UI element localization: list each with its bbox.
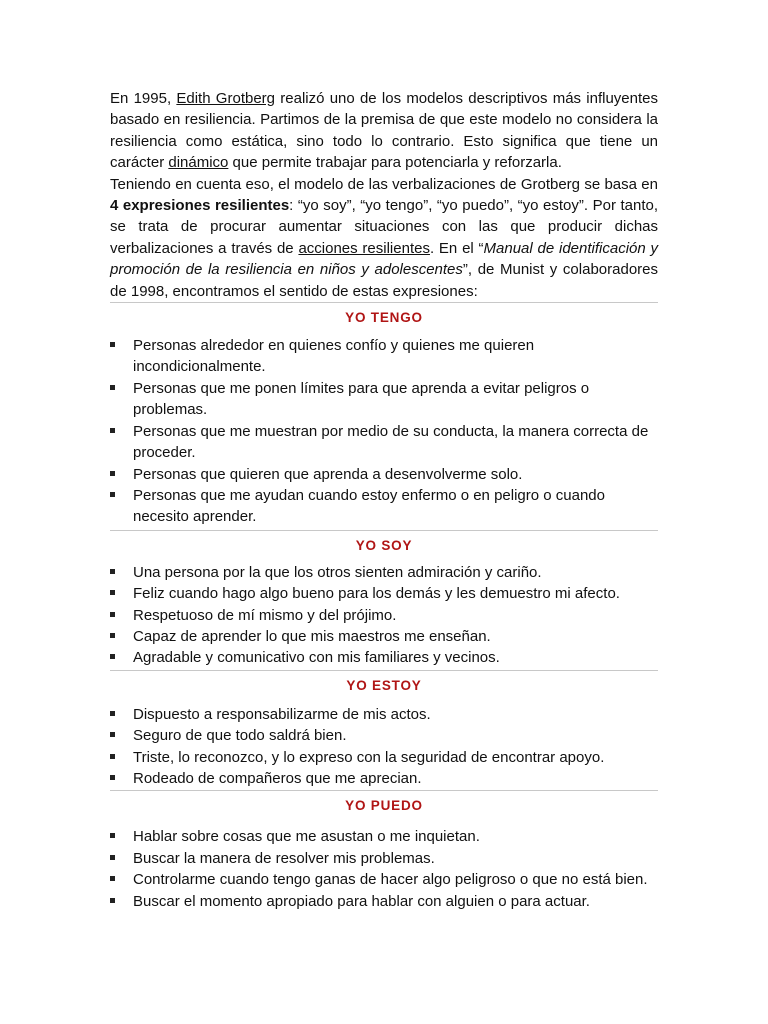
bullet-list (110, 331, 658, 530)
bullet-icon (110, 898, 115, 903)
section-yo-puedo (110, 790, 658, 912)
bullet-icon (110, 342, 115, 347)
bullet-list (110, 699, 658, 791)
list-item: Hablar sobre cosas que me asustan o me inquietan. (110, 826, 658, 847)
manual-title: Manual de identificación y promoción de la resiliencia en niños y adolescentes (110, 239, 659, 279)
bullet-icon (110, 569, 115, 574)
bullet-icon (110, 732, 115, 737)
section-title: YO SOY (355, 537, 413, 553)
list-item: Seguro de que todo saldrá bien. (110, 725, 658, 746)
list-item: Agradable y comunicativo con mis familiares y vecinos. (110, 647, 658, 668)
bullet-icon (110, 428, 115, 433)
bullet-icon (110, 471, 115, 476)
bullet-icon (110, 590, 115, 595)
section-yo-estoy (110, 670, 658, 791)
list-item: Capaz de aprender lo que mis maestros me enseñan. (110, 626, 658, 647)
bullet-icon (110, 492, 115, 497)
bullet-icon (110, 612, 115, 617)
bullet-icon (110, 633, 115, 638)
p1-text-b: realizó uno de los modelos descriptivos más influyentes basado en resiliencia. Partimos de la premisa de que este modelo no considera la resiliencia como estática, sino todo lo contrario. Esto significa que tiene un carácter (110, 90, 658, 172)
p2-text-c: . En el “ (429, 239, 484, 257)
intro-text (110, 88, 658, 302)
section-yo-soy (110, 530, 658, 670)
list-item: Controlarme cuando tengo ganas de hacer algo peligroso o que no está bien. (110, 869, 658, 890)
list-item: Personas alrededor en quienes confío y quienes me quieren incondicionalmente. (110, 335, 658, 378)
intro-paragraph-1 (110, 88, 658, 174)
bullet-list (110, 819, 658, 912)
p2-bold-text: 4 expresiones resilientes (110, 197, 290, 215)
list-item: Personas que me muestran por medio de su conducta, la manera correcta de proceder. (110, 421, 658, 464)
p2-text-b: : “yo soy”, “yo tengo”, “yo puedo”, “yo estoy”. Por tanto, se trata de procurar aumentar situaciones con las que producir dichas verbalizaciones a través de (110, 197, 658, 257)
edith-grotberg-link[interactable]: Edith Grotberg (176, 90, 276, 107)
section-title: YO ESTOY (346, 677, 422, 693)
bullet-icon (110, 833, 115, 838)
list-item: Una persona por la que los otros sienten admiración y cariño. (110, 562, 658, 583)
bullet-list (110, 559, 658, 670)
p1-text-a: En 1995, (110, 90, 177, 107)
list-item: Personas que me ayudan cuando estoy enfermo o en peligro o cuando necesito aprender. (110, 485, 658, 528)
document-page (110, 88, 658, 912)
dinamico-link[interactable]: dinámico (168, 154, 229, 172)
bullet-icon (110, 385, 115, 390)
bullet-icon (110, 855, 115, 860)
list-item: Respetuoso de mí mismo y del prójimo. (110, 605, 658, 626)
p1-text-c: que permite trabajar para potenciarla y reforzarla. (228, 154, 562, 172)
acciones-resilientes-link[interactable]: acciones resilientes (298, 239, 430, 257)
list-item: Feliz cuando hago algo bueno para los demás y les demuestro mi afecto. (110, 583, 658, 604)
list-item: Personas que quieren que aprenda a desenvolverme solo. (110, 464, 658, 485)
list-item: Buscar el momento apropiado para hablar con alguien o para actuar. (110, 891, 658, 912)
list-item: Personas que me ponen límites para que aprenda a evitar peligros o problemas. (110, 378, 658, 421)
list-item: Dispuesto a responsabilizarme de mis actos. (110, 704, 658, 725)
bullet-icon (110, 775, 115, 780)
section-title: YO PUEDO (345, 798, 423, 814)
list-item: Rodeado de compañeros que me aprecian. (110, 768, 658, 789)
list-item: Triste, lo reconozco, y lo expreso con la seguridad de encontrar apoyo. (110, 747, 658, 768)
p2-text-d: ”, de Munist y colaboradores de 1998, encontramos el sentido de estas expresiones: (110, 261, 658, 300)
p2-text-a: Teniendo en cuenta eso, el modelo de las verbalizaciones de Grotberg se basa en (110, 175, 658, 193)
section-yo-tengo (110, 302, 658, 530)
list-item: Buscar la manera de resolver mis problemas. (110, 848, 658, 869)
section-title: YO TENGO (345, 310, 423, 326)
bullet-icon (110, 876, 115, 881)
bullet-icon (110, 711, 115, 716)
intro-paragraph-2 (110, 174, 658, 302)
bullet-icon (110, 754, 115, 759)
bullet-icon (110, 654, 115, 659)
